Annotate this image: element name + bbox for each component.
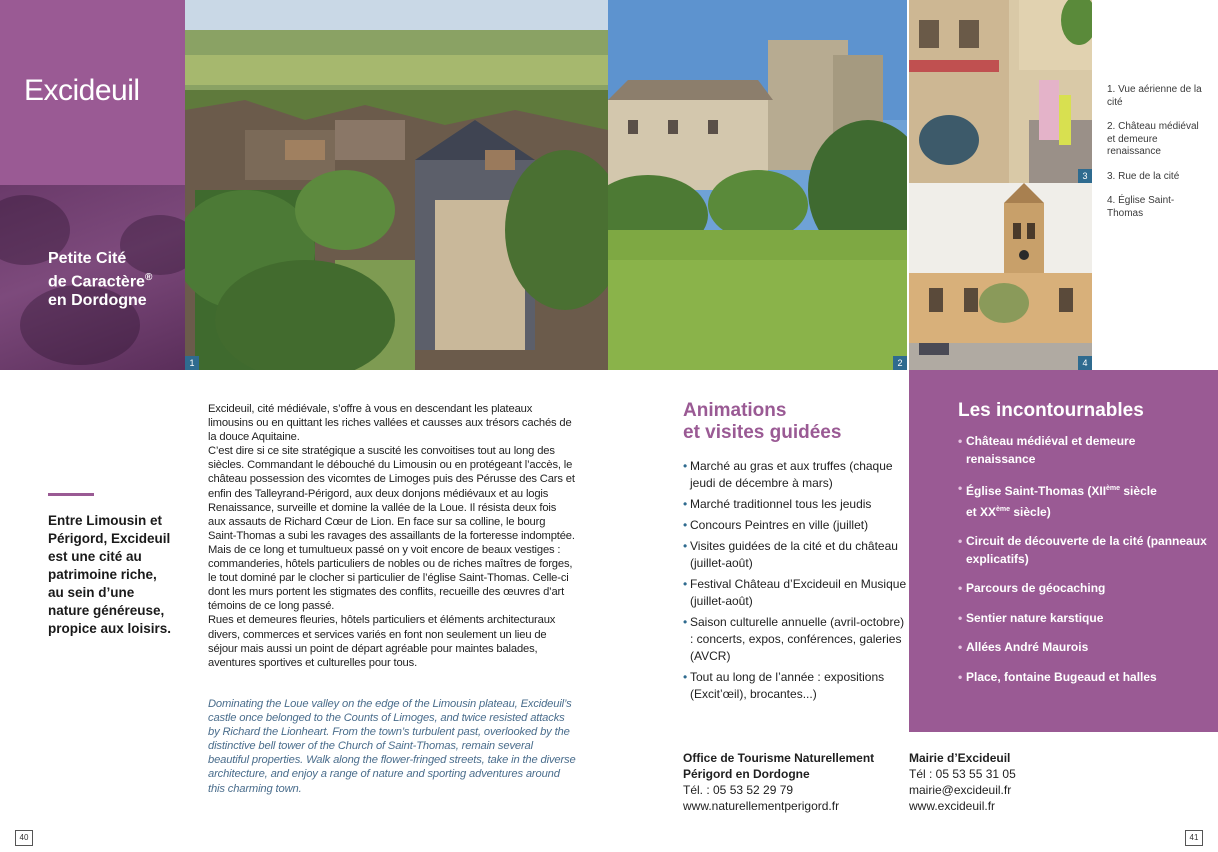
petite-cite-label: Petite Cité de Caractère® en Dordogne	[48, 250, 153, 310]
office-website[interactable]: www.naturellementperigord.fr	[683, 799, 840, 813]
photo-street	[909, 0, 1092, 183]
office-phone: Tél. : 05 53 52 29 79	[683, 783, 794, 797]
body-english: Dominating the Loue valley on the edge of the Limousin plateau, Excideuil’s castle once belonged to the Counts of Limoges, and twice resisted attacks by Richard the Lionheart. From the town’s turbulent past, overlooked by the distinctive bell tower of the Church of Saint-Thomas, remain several beautiful properties. Walk along the flower-fringed streets, take in the diverse architecture, and enjoy a range of nature and sporting adventures around this charming town.	[208, 698, 576, 795]
animations-title: Animations et visites guidées	[683, 400, 842, 443]
list-item: • Marché traditionnel tous les jeudis	[683, 496, 908, 513]
photo-church	[909, 183, 1092, 370]
mairie-email[interactable]: mairie@excideuil.fr	[909, 783, 1012, 797]
body-french	[208, 402, 576, 670]
page-number-right: 41	[1185, 830, 1203, 846]
list-item: • Concours Peintres en ville (juillet)	[683, 517, 908, 534]
intro-rule	[48, 493, 94, 496]
photo-number: 3	[1078, 169, 1092, 183]
body-paragraph: Excideuil, cité médiévale, s’offre à vous en descendant les plateaux limousins ou en quittant les riches vallées et causses aux trésors cachés de la douce Aquitaine.	[208, 403, 572, 444]
page-number-left: 40	[15, 830, 33, 846]
animations-list	[683, 458, 908, 707]
mairie-contact: Mairie d’Excideuil Tél : 05 53 55 31 05 mairie@excideuil.fr www.excideuil.fr	[909, 751, 1016, 813]
caption: 3. Rue de la cité	[1107, 170, 1180, 182]
list-item: • Allées André Maurois	[958, 639, 1208, 657]
list-item: • Marché au gras et aux truffes (chaque jeudi de décembre à mars)	[683, 458, 908, 492]
list-item: • Place, fontaine Bugeaud et halles	[958, 669, 1208, 687]
mairie-website[interactable]: www.excideuil.fr	[909, 799, 996, 813]
photo-number: 2	[893, 356, 907, 370]
list-item: • Sentier nature karstique	[958, 610, 1208, 628]
photo-number: 4	[1078, 356, 1092, 370]
photo-number: 1	[185, 356, 199, 370]
body-paragraph: Rues et demeures fleuries, hôtels particuliers et éléments architecturaux divers, commerces et services variés en font non seulement un lieu de séjour mais aussi un point de départ agréable pour maintes balades, aventures sportives et culturelles pour tous.	[208, 614, 556, 669]
office-tourisme-contact: Office de Tourisme Naturellement Périgord en Dordogne Tél. : 05 53 52 29 79 www.naturellementperigord.fr	[683, 751, 875, 813]
list-item: • Église Saint-Thomas (XIIème siècle et XXème siècle)	[958, 480, 1208, 521]
photo-captions	[1107, 84, 1207, 232]
list-item: • Parcours de géocaching	[958, 580, 1208, 598]
caption: 4. Église Saint-Thomas	[1107, 195, 1175, 219]
incontournables-title: Les incontournables	[958, 400, 1144, 421]
body-paragraph: C’est dire si ce site stratégique a suscité les convoitises tout au long des siècles. Commandant le débouché du Limousin ou en protégeant l’accès, le château possession des vicomtes de Limoges puis des Pérusse des Cars et enfin des Talleyrand-Périgord, aux deux donjons médiévaux et au logis Renaissance, surveille et domine la vallée de la Loue. Il résista deux fois aux assauts de Richard Cœur de Lion. En face sur sa colline, le bourg Saint-Thomas a subi les ravages des assaillants de la forteresse indomptée.	[208, 445, 575, 542]
list-item: • Château médiéval et demeure renaissance	[958, 433, 1208, 468]
list-item: • Visites guidées de la cité et du château (juillet-août)	[683, 538, 908, 572]
list-item: • Festival Château d’Excideuil en Musique (juillet-août)	[683, 576, 908, 610]
town-title: Excideuil	[24, 74, 140, 107]
caption: 2. Château médiéval et demeure renaissance	[1107, 121, 1199, 157]
photo-aerial-view	[185, 0, 608, 370]
title-block	[0, 0, 185, 185]
list-item: • Circuit de découverte de la cité (panneaux explicatifs)	[958, 533, 1208, 568]
caption: 1. Vue aérienne de la cité	[1107, 84, 1202, 108]
intro-text: Entre Limousin et Périgord, Excideuil est une cité au patrimoine riche, au sein d’une nature généreuse, propice aux loisirs.	[48, 513, 172, 636]
mairie-phone: Tél : 05 53 55 31 05	[909, 767, 1016, 781]
body-paragraph: Mais de ce long et tumultueux passé on y voit encore de beaux vestiges : commanderies, hôtels particuliers de nobles ou de riches maîtres de forges, le tout dominé par le clocher si particulier de l’église Saint-Thomas. Celle-ci dont les murs portent les stigmates des conflits, recueille des œuvres d’art témoins de ce long passé.	[208, 543, 573, 613]
list-item: • Saison culturelle annuelle (avril-octobre) : concerts, expos, conférences, galeries (AVCR)	[683, 614, 908, 665]
petite-cite-block	[0, 185, 185, 370]
incontournables-list	[958, 433, 1208, 698]
list-item: • Tout au long de l’année : expositions (Excit’œil), brocantes...)	[683, 669, 908, 703]
photo-chateau	[608, 0, 907, 370]
